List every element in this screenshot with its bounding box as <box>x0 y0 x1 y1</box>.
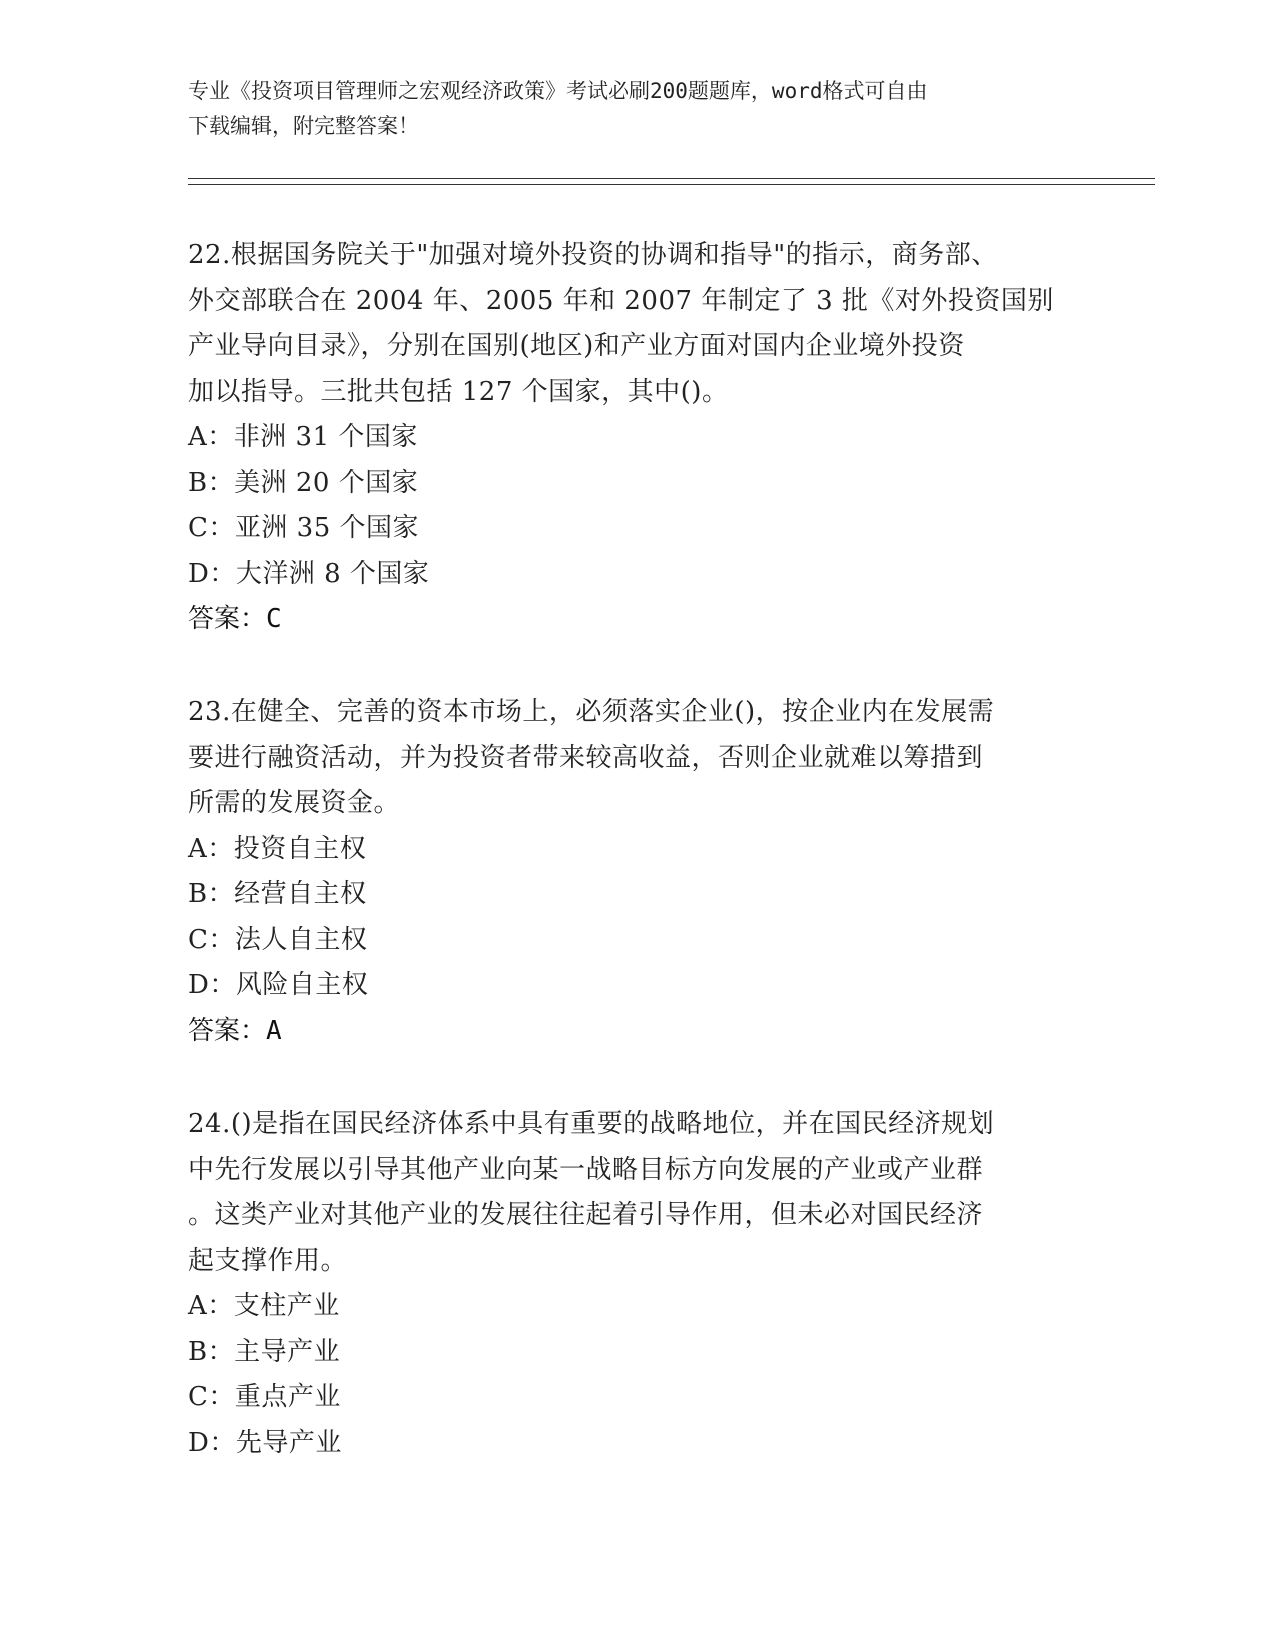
question-text-line: 要进行融资活动，并为投资者带来较高收益，否则企业就难以筹措到 <box>188 742 984 773</box>
question-text-line: 24.()是指在国民经济体系中具有重要的战略地位，并在国民经济规划 <box>188 1109 995 1139</box>
header-divider-bottom <box>188 184 1155 185</box>
question-text-line: 加以指导。三批共包括 127 个国家，其中()。 <box>188 376 729 407</box>
answer: 答案：C <box>188 604 282 634</box>
question-text-line: 起支撑作用。 <box>188 1245 348 1276</box>
question-23 <box>188 690 1073 1054</box>
option-a: A：支柱产业 <box>188 1291 340 1321</box>
option-d: D：风险自主权 <box>188 970 369 1000</box>
option-a: A：非洲 31 个国家 <box>188 422 418 452</box>
question-text-line: 中先行发展以引导其他产业向某一战略目标方向发展的产业或产业群 <box>188 1154 984 1185</box>
question-24 <box>188 1102 1073 1466</box>
document-header <box>188 74 1068 144</box>
option-c: C：法人自主权 <box>188 924 368 955</box>
question-text-line: 外交部联合在 2004 年、2005 年和 2007 年制定了 3 批《对外投资国别 <box>188 285 1054 316</box>
option-c: C：亚洲 35 个国家 <box>188 513 420 543</box>
question-text-line: 所需的发展资金。 <box>188 788 401 818</box>
question-text-line: 23.在健全、完善的资本市场上，必须落实企业()，按企业内在发展需 <box>188 697 995 727</box>
question-22 <box>188 233 1073 643</box>
header-line-2: 下载编辑，附完整答案！ <box>188 114 419 138</box>
option-b: B：美洲 20 个国家 <box>188 467 419 498</box>
question-text-line: 。这类产业对其他产业的发展往往起着引导作用，但未必对国民经济 <box>188 1200 984 1230</box>
option-c: C：重点产业 <box>188 1382 341 1412</box>
header-divider-top <box>188 178 1155 179</box>
header-line-1: 专业《投资项目管理师之宏观经济政策》考试必刷200题题库，word格式可自由 <box>188 79 928 103</box>
question-text-line: 产业导向目录》，分别在国别(地区)和产业方面对国内企业境外投资 <box>188 331 965 361</box>
answer: 答案：A <box>188 1015 282 1046</box>
question-text-line: 22.根据国务院关于"加强对境外投资的协调和指导"的指示，商务部、 <box>188 240 998 270</box>
option-d: D：先导产业 <box>188 1427 342 1458</box>
option-d: D：大洋洲 8 个国家 <box>188 558 430 589</box>
option-b: B：经营自主权 <box>188 879 367 909</box>
option-a: A：投资自主权 <box>188 833 367 864</box>
option-b: B：主导产业 <box>188 1336 341 1367</box>
